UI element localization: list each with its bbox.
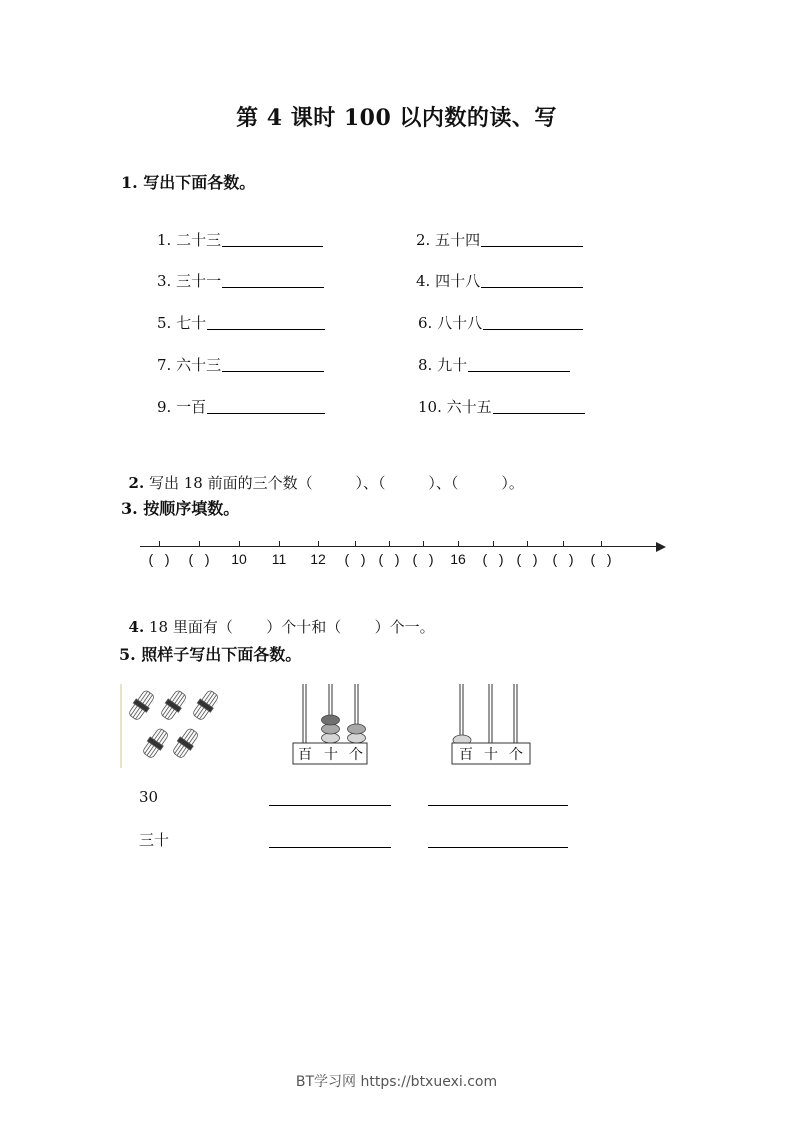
number-line-label: 16 bbox=[450, 551, 466, 567]
number-line-blank[interactable]: ( ) bbox=[412, 551, 434, 567]
number-line-blank[interactable]: ( ) bbox=[344, 551, 366, 567]
tick bbox=[279, 541, 280, 547]
q1-item-label: 8. 九十 bbox=[418, 356, 468, 374]
q1-item-3 bbox=[157, 270, 324, 291]
answer-blank[interactable] bbox=[207, 328, 325, 330]
q1-item-9 bbox=[157, 396, 325, 417]
tick bbox=[355, 541, 356, 547]
answer-blank-digits-1[interactable] bbox=[269, 805, 391, 806]
number-line-label: 10 bbox=[231, 551, 247, 567]
q4-line bbox=[119, 598, 435, 637]
number-line-blank[interactable]: ( ) bbox=[482, 551, 504, 567]
number-line-blank[interactable]: ( ) bbox=[148, 551, 170, 567]
q1-item-label: 4. 四十八 bbox=[416, 272, 481, 290]
number-line bbox=[140, 536, 670, 572]
abacus-label-tens: 十 bbox=[484, 747, 498, 763]
page-title: 第 4 课时 100 以内数的读、写 bbox=[236, 105, 557, 131]
arrow-right-icon bbox=[656, 542, 666, 552]
number-line-label: 12 bbox=[310, 551, 326, 567]
tick bbox=[318, 541, 319, 547]
tick bbox=[389, 541, 390, 547]
q1-item-label: 2. 五十四 bbox=[416, 231, 481, 249]
answer-blank[interactable] bbox=[222, 286, 324, 288]
answer-blank[interactable] bbox=[222, 370, 324, 372]
number-line-blank[interactable]: ( ) bbox=[552, 551, 574, 567]
q1-item-2 bbox=[416, 229, 583, 250]
q1-item-7 bbox=[157, 354, 324, 375]
answer-blank-words-2[interactable] bbox=[428, 847, 568, 848]
number-line-blank[interactable]: ( ) bbox=[188, 551, 210, 567]
abacus-2 bbox=[448, 682, 534, 768]
q2-line bbox=[119, 454, 524, 493]
q1-item-4 bbox=[416, 270, 583, 291]
answer-blank[interactable] bbox=[207, 412, 325, 414]
q5-heading: 5. 照样子写出下面各数。 bbox=[119, 645, 302, 664]
q4-text[interactable]: 18 里面有（ ）个十和（ ）个一。 bbox=[144, 618, 435, 636]
answer-blank[interactable] bbox=[222, 245, 323, 247]
abacus-label-hundreds: 百 bbox=[459, 747, 473, 763]
q1-item-label: 7. 六十三 bbox=[157, 356, 222, 374]
footer-watermark: BT学习网 https://btxuexi.com bbox=[295, 1074, 498, 1090]
q1-item-label: 10. 六十五 bbox=[418, 398, 492, 416]
tick bbox=[159, 541, 160, 547]
number-line-axis bbox=[140, 546, 658, 547]
tick bbox=[423, 541, 424, 547]
q1-item-label: 1. 二十三 bbox=[157, 231, 222, 249]
q1-item-label: 3. 三十一 bbox=[157, 272, 222, 290]
number-line-blank[interactable]: ( ) bbox=[516, 551, 538, 567]
abacus-label-ones: 个 bbox=[349, 747, 363, 763]
number-line-label: 11 bbox=[271, 551, 287, 567]
q1-item-10 bbox=[418, 396, 585, 417]
example-words: 三十 bbox=[139, 831, 170, 849]
q2-number: 2. bbox=[128, 474, 145, 492]
answer-blank[interactable] bbox=[483, 328, 583, 330]
tick bbox=[493, 541, 494, 547]
answer-blank-digits-2[interactable] bbox=[428, 805, 568, 806]
tick bbox=[601, 541, 602, 547]
q1-item-label: 5. 七十 bbox=[157, 314, 207, 332]
abacus-1 bbox=[289, 682, 371, 768]
tick bbox=[527, 541, 528, 547]
tick bbox=[458, 541, 459, 547]
example-digits: 30 bbox=[139, 788, 159, 806]
q1-item-label: 6. 八十八 bbox=[418, 314, 483, 332]
q1-item-5 bbox=[157, 312, 325, 333]
q1-item-label: 9. 一百 bbox=[157, 398, 207, 416]
q1-item-8 bbox=[418, 354, 570, 375]
q1-item-6 bbox=[418, 312, 583, 333]
abacus-label-hundreds: 百 bbox=[298, 747, 312, 763]
number-line-blank[interactable]: ( ) bbox=[590, 551, 612, 567]
abacus-label-ones: 个 bbox=[509, 747, 523, 763]
q3-heading: 3. 按顺序填数。 bbox=[121, 499, 240, 518]
q1-item-1 bbox=[157, 229, 323, 250]
q2-text[interactable]: 写出 18 前面的三个数（ ）、（ ）、（ ）。 bbox=[144, 474, 524, 492]
answer-blank[interactable] bbox=[481, 245, 583, 247]
answer-blank-words-1[interactable] bbox=[269, 847, 391, 848]
tick bbox=[239, 541, 240, 547]
tick bbox=[563, 541, 564, 547]
answer-blank[interactable] bbox=[468, 370, 570, 372]
answer-blank[interactable] bbox=[493, 412, 585, 414]
stick-bundles-image bbox=[119, 684, 227, 768]
number-line-blank[interactable]: ( ) bbox=[378, 551, 400, 567]
q1-heading: 1. 写出下面各数。 bbox=[121, 173, 256, 192]
answer-blank[interactable] bbox=[481, 286, 583, 288]
abacus-label-tens: 十 bbox=[324, 747, 338, 763]
tick bbox=[199, 541, 200, 547]
q4-number: 4. bbox=[128, 618, 145, 636]
